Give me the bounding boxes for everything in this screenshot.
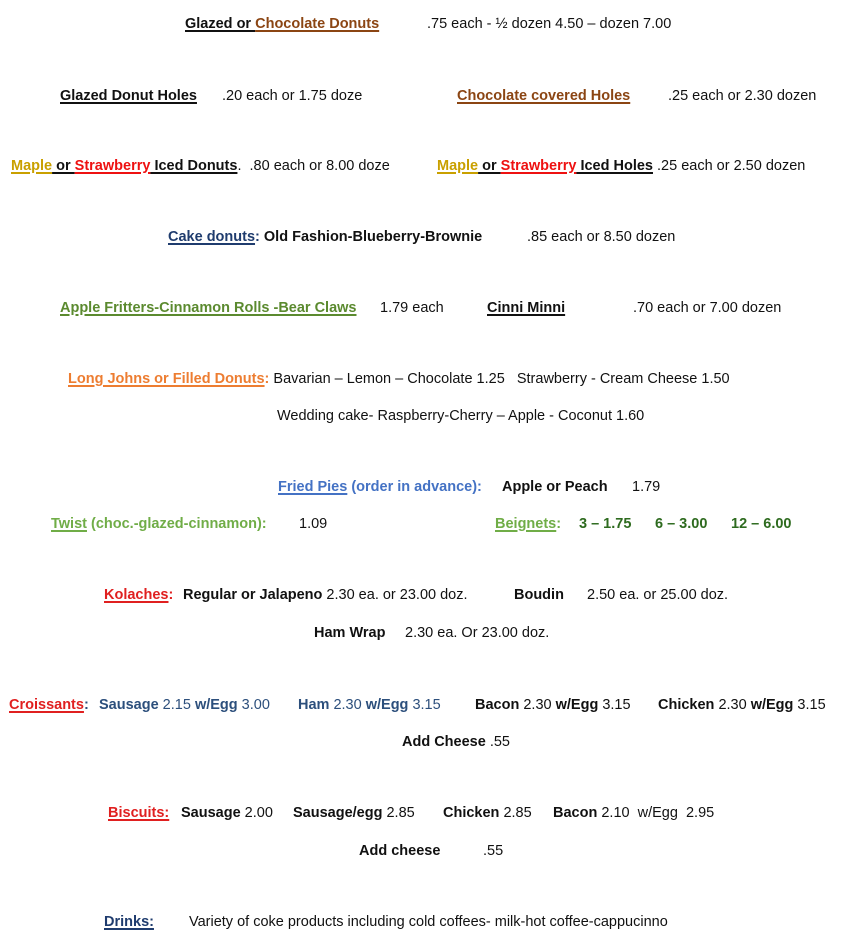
biscuits-label: Biscuits: xyxy=(108,805,170,821)
or-text: or xyxy=(52,158,75,174)
item-name: Sausage xyxy=(181,805,241,821)
iced-holes-price: .25 each or 2.50 dozen xyxy=(652,158,806,174)
item-price: 2.30 xyxy=(329,697,366,713)
croissant-add-cheese xyxy=(402,732,510,752)
chocolate-holes-price: .25 each or 2.30 dozen xyxy=(668,88,817,104)
beignets-price-12: 12 – 6.00 xyxy=(731,516,792,532)
biscuit-sausage-egg xyxy=(293,803,415,823)
item-name: Bacon xyxy=(553,805,598,821)
twist-note: (choc.-glazed-cinnamon): xyxy=(86,516,267,532)
iced-donuts-row xyxy=(11,156,390,176)
item-name: Sausage xyxy=(99,697,159,713)
long-johns-label: Long Johns or Filled Donuts xyxy=(68,371,265,387)
twist-label: Twist xyxy=(51,516,87,532)
long-johns-line2: Wedding cake- Raspberry-Cherry – Apple - Coconut 1.60 xyxy=(277,408,645,424)
kolaches-regular-price: 2.30 ea. or 23.00 doz. xyxy=(322,587,468,603)
colon: : xyxy=(83,697,89,713)
item-price: 2.00 xyxy=(240,805,273,821)
dot: . xyxy=(237,158,242,174)
glazed-holes-price: .20 each or 1.75 doze xyxy=(222,88,363,104)
iced-donuts-label: Iced Donuts xyxy=(150,158,238,174)
beignets-label: Beignets xyxy=(495,516,557,532)
egg-label: w/Egg xyxy=(194,697,238,713)
item-name: Chicken xyxy=(443,805,500,821)
croissant-ham xyxy=(298,695,441,715)
cinni-minni-label: Cinni Minni xyxy=(487,300,566,316)
croissants-label: Croissants xyxy=(9,697,84,713)
ham-wrap-price: 2.30 ea. Or 23.00 doz. xyxy=(405,625,550,641)
cake-donuts-label: Cake donuts xyxy=(168,229,256,245)
item-name: Ham xyxy=(298,697,330,713)
fried-pies-label: Fried Pies xyxy=(278,479,348,495)
croissant-chicken xyxy=(658,695,826,715)
item-price: 2.85 xyxy=(382,805,415,821)
biscuit-bacon xyxy=(553,803,714,823)
drinks-label: Drinks: xyxy=(104,914,154,930)
colon: : xyxy=(556,516,562,532)
item-price: 2.10 w/Egg 2.95 xyxy=(597,805,715,821)
twist-row xyxy=(51,514,267,534)
kolaches-label: Kolaches xyxy=(104,587,169,603)
egg-label: w/Egg xyxy=(555,697,599,713)
croissants-row xyxy=(9,695,89,715)
fried-pies-price: 1.79 xyxy=(632,479,661,495)
ham-wrap-label: Ham Wrap xyxy=(314,625,386,641)
long-johns-line1: Bavarian – Lemon – Chocolate 1.25 Strawberry - Cream Cheese 1.50 xyxy=(269,371,730,387)
croissant-sausage xyxy=(99,695,270,715)
item-price: 2.85 xyxy=(499,805,532,821)
add-cheese-price: .55 xyxy=(485,734,510,750)
croissant-bacon xyxy=(475,695,631,715)
drinks-text: Variety of coke products including cold coffees- milk-hot coffee-cappucinno xyxy=(189,914,668,930)
iced-holes-label: Iced Holes xyxy=(576,158,653,174)
item-name: Bacon xyxy=(475,697,520,713)
kolaches-regular-label: Regular or Jalapeno xyxy=(183,587,323,603)
biscuit-sausage xyxy=(181,803,273,823)
glazed-holes-label: Glazed Donut Holes xyxy=(60,88,197,104)
beignets-price-6: 6 – 3.00 xyxy=(655,516,708,532)
kolaches-regular xyxy=(183,585,468,605)
biscuit-add-cheese-price: .55 xyxy=(483,843,504,859)
iced-donuts-price: .80 each or 8.00 doze xyxy=(241,158,390,174)
egg-price: 3.15 xyxy=(598,697,631,713)
cake-donuts-row xyxy=(168,227,482,247)
chocolate-holes-label: Chocolate covered Holes xyxy=(457,88,631,104)
maple-label: Maple xyxy=(11,158,53,174)
fried-pies-row xyxy=(278,477,482,497)
egg-price: 3.15 xyxy=(408,697,441,713)
add-cheese-label: Add Cheese xyxy=(402,734,486,750)
colon: : xyxy=(264,371,270,387)
boudin-price: 2.50 ea. or 25.00 doz. xyxy=(587,587,729,603)
maple-holes-label: Maple xyxy=(437,158,479,174)
fried-pies-note: (order in advance): xyxy=(347,479,482,495)
fritters-price: 1.79 each xyxy=(380,300,444,316)
colon: : xyxy=(255,229,260,245)
cake-flavors: Old Fashion-Blueberry-Brownie xyxy=(259,229,483,245)
beignets-price-3: 3 – 1.75 xyxy=(579,516,632,532)
chocolate-donuts-label: Chocolate Donuts xyxy=(255,16,380,32)
glazed-label: Glazed or xyxy=(185,16,256,32)
fried-pies-flavors: Apple or Peach xyxy=(502,479,608,495)
egg-label: w/Egg xyxy=(750,697,794,713)
glazed-chocolate-donuts-price: .75 each - ½ dozen 4.50 – dozen 7.00 xyxy=(427,16,672,32)
strawberry-holes-label: Strawberry xyxy=(500,158,577,174)
item-name: Sausage/egg xyxy=(293,805,383,821)
strawberry-label: Strawberry xyxy=(74,158,151,174)
item-price: 2.30 xyxy=(714,697,751,713)
twist-price: 1.09 xyxy=(299,516,328,532)
boudin-label: Boudin xyxy=(514,587,564,603)
item-price: 2.30 xyxy=(519,697,556,713)
beignets-row xyxy=(495,514,561,534)
long-johns-row xyxy=(68,369,730,389)
biscuit-chicken xyxy=(443,803,532,823)
biscuit-add-cheese-label: Add cheese xyxy=(359,843,441,859)
item-price: 2.15 xyxy=(158,697,195,713)
fritters-label: Apple Fritters-Cinnamon Rolls -Bear Claws xyxy=(60,300,357,316)
egg-price: 3.15 xyxy=(793,697,826,713)
egg-label: w/Egg xyxy=(365,697,409,713)
or-text: or xyxy=(478,158,501,174)
colon: : xyxy=(168,587,174,603)
iced-holes-row xyxy=(437,156,805,176)
cinni-minni-price: .70 each or 7.00 dozen xyxy=(633,300,782,316)
cake-donuts-price: .85 each or 8.50 dozen xyxy=(527,229,676,245)
glazed-chocolate-donuts-row xyxy=(185,14,379,34)
kolaches-row xyxy=(104,585,173,605)
egg-price: 3.00 xyxy=(237,697,270,713)
item-name: Chicken xyxy=(658,697,715,713)
